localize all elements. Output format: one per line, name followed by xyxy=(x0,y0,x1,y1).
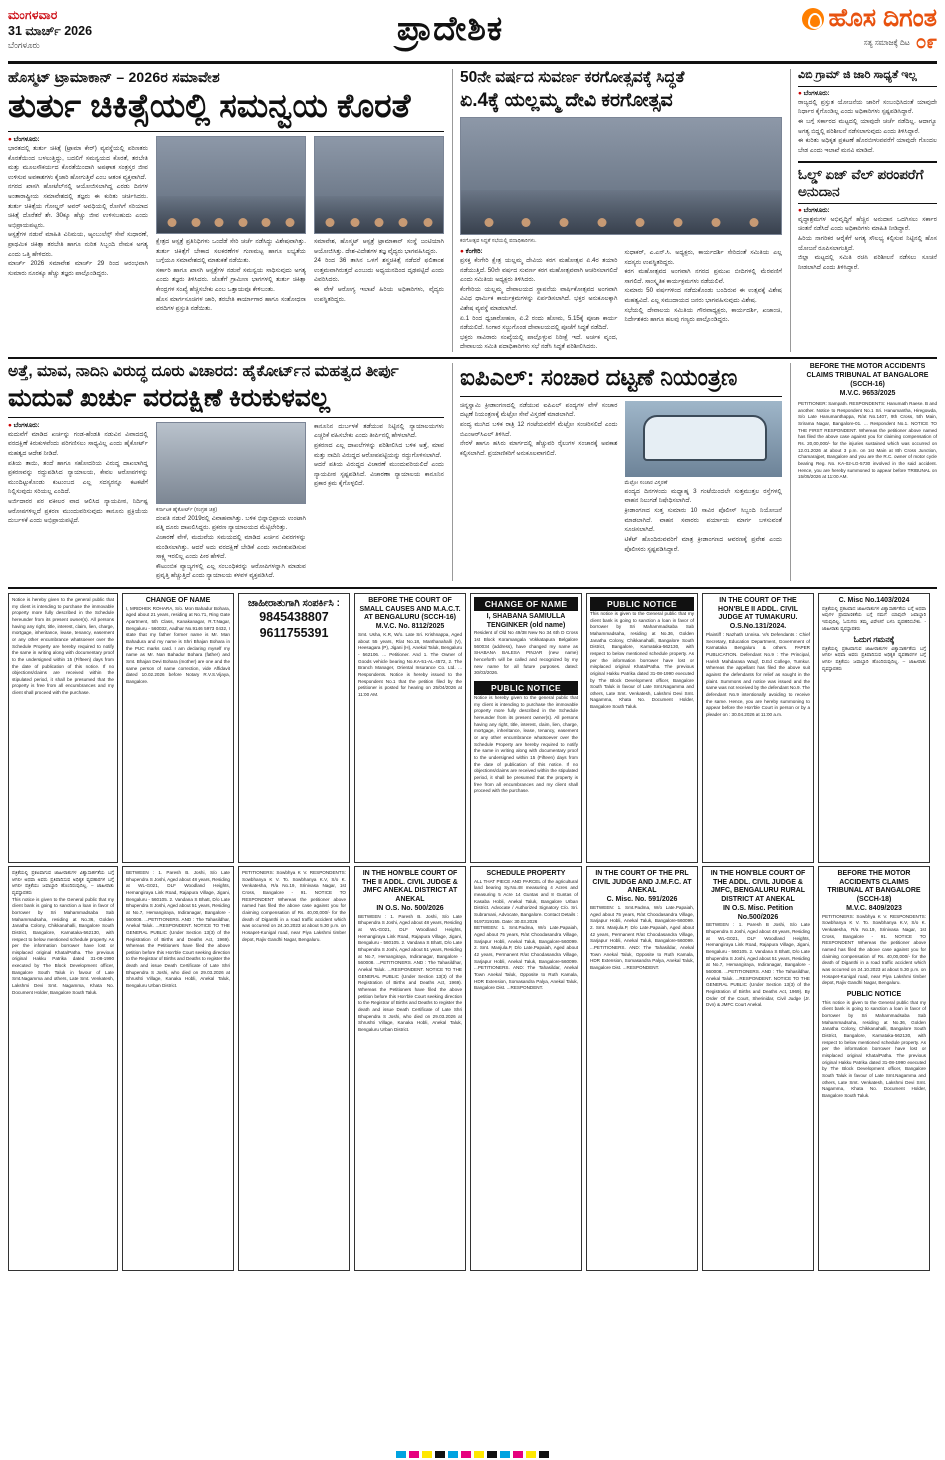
story4-caption: ಮೆಟ್ರೋ ಸಂಚಾರ ವಿಸ್ತರಣೆ xyxy=(624,479,668,486)
ad-phone-1[interactable]: 9845438807 xyxy=(259,609,329,624)
story-ipl xyxy=(452,363,782,581)
classified-2-title: CHANGE OF NAME xyxy=(145,596,211,604)
story3-c2-1: ವಿಚಾರಣೆ ವೇಳೆ, ಮದುವೆಯ ಸಮಯದಲ್ಲಿ ಮಾಡಿದ ಖರ್ಚಿನ ವಿವರಗಳನ್ನು ಮಂಡಿಸಲಾಗಿತ್ತು. ಆದರೆ ಅದು ವರದಕ್ಷಿಣೆ ಬೇಡಿಕೆ ಎಂದು ಸಾಬೀತುಪಡಿಸುವ ಸಾಕ್ಷ್ಯ ಇರಲಿಲ್ಲ ಎಂದು ಪೀಠ ಹೇಳಿದೆ. xyxy=(156,533,306,561)
story3-c3-0: ಕಾನೂನಿನ ದುರ್ಬಳಕೆ ತಡೆಯುವ ನಿಟ್ಟಿನಲ್ಲಿ ನ್ಯಾಯಾಲಯಗಳು ಎಚ್ಚರಿಕೆ ವಹಿಸಬೇಕು ಎಂದು ತೀರ್ಪಿನಲ್ಲಿ ಹೇಳಲಾಗಿದೆ. xyxy=(314,422,444,440)
lead-dateline: ● ಬೆಂಗಳೂರು: xyxy=(8,135,40,143)
classified-6-body: This notice is given to the General public that my client bank is going to sanction a loan in favor of borrower by Sri Mahammadsaba Sab Mahammadsaha, residing at No.36, Golden Janatha Colony, Chikkanahalli, Bangalore South District, Bangalore, Karnataka-562130, with respect to below mentioned schedule property. As per the information borrower have lost or misplaced original Khata/Patha. The previous original Hakku Patrika dated 31-08-1990 executed by The Block Development officer, Bangalore South Taluk in favour of Late Smt.Nagamma and others, Late Smt. Venkatesh, Lakshmi Devi Smt. Nagamma, Khata No. Document Holder, Bangalore South Taluk. xyxy=(590,610,694,710)
lead-col2-0: ಕ್ಷೇತ್ರದ ಆಸ್ಪತ್ರೆ ಪ್ರತಿನಿಧಿಗಳು ಒಂದೆಡೆ ಸೇರಿ ಚರ್ಚೆ ನಡೆಸಿದ್ದು ವಿಶೇಷವಾಗಿತ್ತು. ತುರ್ತು ಚಿಕಿತ್ಸೆಗೆ ಬೇಕಾದ ಸಲಕರಣೆಗಳ ಗುಣಮಟ್ಟ ಹಾಗೂ ಲಭ್ಯತೆಯ ಬಗ್ಗೆಯೂ ಸಮಾವೇಶದಲ್ಲಿ ಮಾತುಕತೆ ನಡೆಯಿತು. xyxy=(156,237,306,265)
classified-block-8 xyxy=(818,593,930,863)
brand-tagline: ಸತ್ಯ ಸಮಾಜಕ್ಕೆ ದಿಟ xyxy=(863,38,910,47)
story2-col1-2: ಏ.1 ರಿಂದ ಧ್ವಜಾರೋಹಣ, ಏ.2 ರಂದು ಹೋಮ, 5.15ಕ್ಕೆ ಪೂಜಾ ಕಾರ್ಯ ನಡೆಯಲಿದೆ. ಸಿಂಗಾರ ಸಜ್ಜುಗೊಂಡ ದೇವಾಲಯದಲ್ಲಿ ಪೂಜೆಗೆ ಸಿದ್ಧತೆ ನಡೆದಿದೆ. xyxy=(460,314,618,332)
side-claim-subtitle: M.V.C. 9653/2025 xyxy=(839,390,896,398)
story3-c3-1: ಪ್ರಕರಣದ ಎಲ್ಲ ದಾಖಲೆಗಳನ್ನು ಪರಿಶೀಲಿಸಿದ ಬಳಿಕ ಅತ್ತೆ, ಮಾವ ಮತ್ತು ನಾದಿನಿ ವಿರುದ್ಧದ ಆರೋಪಪಟ್ಟಿಯನ್ನು ರದ್ದುಗೊಳಿಸಲಾಗಿದೆ. xyxy=(314,441,444,459)
middle-region xyxy=(8,357,937,581)
story2-headline: ಏ.4ಕ್ಕೆ ಯಲ್ಲಮ್ಮ ದೇವಿ ಕರಗೋತ್ಸವ xyxy=(460,89,673,111)
lead-photo-2 xyxy=(314,136,444,234)
classified-block-6b xyxy=(586,866,698,1271)
classified-6b-body: BETWEEN: 1. Smt.Padma, W/o Late.Papaiah, Aged about 75 years, R/at Choodasandra Village, Sarjapur Hobli, Anekal Taluk, Bangalore-560099. 2. Smt. Manjula.P, D/o Late.Papaiah, Aged about 42 years, Permanent R/at Choodasandra Village, Sarjapur Hobli, Anekal Taluk, Bangalore-560099. ...PETITIONERS. AND: The Tahasildar, Anekal Town Anekal Taluk, Opposite to Ruth Kamala, HDR Extension, Somasandra Palya, Anekal Taluk, Bangalore Dist. ...RESPONDENT. xyxy=(590,904,694,970)
masthead-date: 31 ಮಾರ್ಚ್ 2026 xyxy=(8,24,93,38)
classified-3b-body: PETITIONERS: Sowbhya K V. RESPONDENTS: Sowbhanya K V. To. Sowbhanya K.V, S/o K. Venkatesha, R/a No.19, Srinivasa Nagar, 1st Cross, Bangalore - 91. NOTICE TO RESPONDENT Whereas the petitioner above named has filed the above case against you for claiming compensation of Rs. 40,00,000/- for the death of Diganthi in a road traffic accident which was occurred on 24.10.2023 at about 5.30 p.m. on Hosapet-Kunigal road, near Piya Lakshmi timber depot, Rajiv Gandhi Nagar, Bengaluru. xyxy=(242,869,346,942)
story2-col2-0: ಸುಧಾಕರ್, ಎ.ಎನ್.ಸಿ. ಅಧ್ಯಕ್ಷರು, ಕಾರ್ಯದರ್ಶಿ ಸೇರಿದಂತೆ ಸಮಿತಿಯ ಎಲ್ಲ ಸದಸ್ಯರು ಉಪಸ್ಥಿತರಿದ್ದರು. xyxy=(624,249,782,266)
classified-block-5b xyxy=(470,866,582,1271)
story4-c1-2: ನೇರಳೆ ಹಾಗೂ ಹಸಿರು ಮಾರ್ಗದಲ್ಲಿ ಹೆಚ್ಚುವರಿ ರೈಲುಗಳ ಸಂಚಾರಕ್ಕೆ ಅವಕಾಶ ಕಲ್ಪಿಸಲಾಗಿದೆ. ಪ್ರಯಾಣಿಕರಿಗೆ ಅನುಕೂಲವಾಗಲಿದೆ. xyxy=(460,440,618,457)
classified-8b-title2: PUBLIC NOTICE xyxy=(846,990,902,998)
kn-notice-body: ಪತ್ರಿಕೆಯಲ್ಲಿ ಪ್ರಕಟವಾಗುವ ಜಾಹೀರಾತುಗಳ ವಿಶ್ವಾಸಾರ್ಹತೆಯ ಬಗ್ಗೆ ಆಗಲೀ ಅಥವಾ ಅವರು ಪ್ರತಿಪಾದಿಸುವ ಅಧಿಕೃತ ವ್ಯವಹಾರಗಳ ಬಗ್ಗೆ ಆಗಲೀ ಪತ್ರಿಕೆಯು ಜವಾಬ್ದಾರಿ ಹೊಂದಿರುವುದಿಲ್ಲ. – ಜಾಹೀರಾತು ವ್ಯವಸ್ಥಾಪಕರು xyxy=(822,645,926,671)
classified-7-subtitle: O.S.No.131/2024. xyxy=(729,623,787,631)
lead-para-0: ಭಾರತದಲ್ಲಿ ತುರ್ತು ಚಿಕಿತ್ಸೆ (ಟ್ರಾಮಾ ಕೇರ್) ವ್ಯವಸ್ಥೆಯಲ್ಲಿ ಪರಿಣತರು ಕೊರತೆಯಿಂದ ಬಳಲುತ್ತಿದ್ದು, ಬದಲಿಗೆ ಸಮನ್ವಯದ ಕೊರತೆ, ತರಬೇತಿ ಮತ್ತು ಮೂಲಸೌಕರ್ಯದ ಕೊರತೆಯಿಂದಾಗಿ ಅಪಘಾತ ಸಂತ್ರಸ್ತರ ಜೀವ ಉಳಿಸುವ ಅವಕಾಶಗಳು ಕೈಜಾರಿ ಹೋಗುತ್ತಿವೆ ಎಂಬ ಆತಂಕ ವ್ಯಕ್ತವಾಗಿದೆ. xyxy=(8,144,148,181)
story4-photo xyxy=(625,401,783,477)
classified-8-title: C. Misc No.1403/2024 xyxy=(838,596,910,604)
masthead-day: ಮಂಗಳವಾರ xyxy=(8,8,58,22)
change-of-name-banner: CHANGE OF NAME xyxy=(474,597,578,611)
story-court xyxy=(8,363,444,581)
story3-dateline: ● ಬೆಂಗಳೂರು: xyxy=(8,421,40,429)
masthead xyxy=(8,6,937,64)
classified-block-4 xyxy=(354,593,466,863)
schedule-body: ALL THAT PIECE AND PARCEL of the agricultural land bearing Sy.No.48 measuring 4 Acres and measuring 5 Acre 14 Guntas and 8 Guntas of Kasaba Hobli, Anekal Taluk, Bangalore Urban District. Advocate / Authorized Signatory C/o. Sri. Subramani, Advocate, Bangalore. Contact Details : 9197319155. Date: 30.03.2026 xyxy=(474,878,578,924)
classified-block-1 xyxy=(8,593,118,863)
lead-kicker: ಹೊಸ್ಮ‍ಟ್ ಟ್ರಾಮಾಕಾನ್ – 2026ರ ಸಮಾವೇಶ xyxy=(8,69,220,85)
masthead-section xyxy=(178,6,722,46)
ad-phone-2[interactable]: 9611755391 xyxy=(259,625,329,640)
story2-col2-1: ಕರಗ ಮಹೋತ್ಸವದ ಅಂಗವಾಗಿ ನಗರದ ಪ್ರಮುಖ ಬೀದಿಗಳಲ್ಲಿ ಮೆರವಣಿಗೆ ಸಾಗಲಿದೆ. ಸಾಂಸ್ಕೃತಿಕ ಕಾರ್ಯಕ್ರಮಗಳು ನಡೆಯಲಿವೆ. xyxy=(624,268,782,285)
lead-photo xyxy=(156,136,306,234)
ad-contact-note: ಜಾಹೀರಾತುಗಾಗಿ ಸಂಪರ್ಕಿಸಿ : xyxy=(248,597,340,609)
story3-c3-2: ಆದರೆ ಪತಿಯ ವಿರುದ್ಧದ ವಿಚಾರಣೆ ಮುಂದುವರಿಯಲಿದೆ ಎಂದು ನ್ಯಾಯಪೀಠ ಸ್ಪಷ್ಟಪಡಿಸಿದೆ. ವಿಚಾರಣಾ ನ್ಯಾಯಾಲಯ ಕಾನೂನಿನ ಪ್ರಕಾರ ಕ್ರಮ ಕೈಗೊಳ್ಳಲಿದೆ. xyxy=(314,461,444,488)
lead-col3-2: ಈ ವೇಳೆ ಆರೋಗ್ಯ ಇಲಾಖೆ ಹಿರಿಯ ಅಧಿಕಾರಿಗಳು, ವೈದ್ಯರು ಉಪಸ್ಥಿತರಿದ್ದರು. xyxy=(314,286,444,303)
classified-block-6 xyxy=(586,593,698,863)
classified-5-body2: Notice is hereby given to the general public that my client is intending to purchase the immovable property more fully described in the Schedule hereunder from its present owner(s). All persons having any right, title, interest, claim, lien, charge, mortgage, inheritance, lease, tenancy, easement or any other encumbrance whatsoever over the Schedule Property are hereby required to notify the same in writing along with documentary proof to the undersigned within 15 (Fifteen) days from the date of publication of this notice. If no objections/claims are received within the stipulated period, it shall be presumed that the property is free from all encumbrances and my client shall proceed with the purchase. xyxy=(474,695,578,794)
lead-para-1: ನಗರದ ಖಾಸಗಿ ಹೋಟೆಲ್‌ನಲ್ಲಿ ಆಯೋಜಿಸಲಾಗಿದ್ದ ಎರಡು ದಿನಗಳ ಅಂತಾರಾಷ್ಟ್ರೀಯ ಸಮಾವೇಶದಲ್ಲಿ ತಜ್ಞರು ಈ ಕುರಿತು ಚರ್ಚಿಸಿದರು. ತುರ್ತು ಚಿಕಿತ್ಸೆಯ ಗೋಲ್ಡನ್ ಅವರ್ ಅವಧಿಯಲ್ಲಿ ರೋಗಿಗೆ ಸರಿಯಾದ ಚಿಕಿತ್ಸೆ ದೊರೆತರೆ ಶೇ. 30ಕ್ಕೂ ಹೆಚ್ಚು ಜೀವ ಉಳಿಸಬಹುದು ಎಂದು ಅಭಿಪ್ರಾಯಪಟ್ಟರು. xyxy=(8,183,148,229)
story3-c1-1: ಪತಿಯ ತಾಯಿ, ತಂದೆ ಹಾಗೂ ಸಹೋದರಿಯ ವಿರುದ್ಧ ದಾಖಲಾಗಿದ್ದ ಪ್ರಕರಣವನ್ನು ರದ್ದುಪಡಿಸಿದ ನ್ಯಾಯಾಲಯ, ಕೇವಲ ಆರೋಪಗಳನ್ನು ಮುಂದಿಟ್ಟುಕೊಂಡು ಕುಟುಂಬದ ಎಲ್ಲ ಸದಸ್ಯರನ್ನೂ ಕಟಕಟೆಗೆ ನಿಲ್ಲಿಸುವುದು ಸರಿಯಲ್ಲ ಎಂದಿದೆ. xyxy=(8,459,148,496)
side-claim-body: PETITIONER: Sampath. RESPONDENTS: Hanumath Raese. B and another. Notice to Respondent No.1 Sri. Hanumantha, Hiregowda, S/o Late Hanumanthappa, R/at No.1407, 9th Cross, 5th Main, Srirama Nagar, Bangalore-01. ... Respondent No.1. NOTICE TO THE FIRST RESPONDENT. Whereas the petitioner above named has filed the above case against you for claiming compensation of Rs. 20,00,000/- for the injuries sustained which was occurred on 12.01.2026 at about 3 p.m. on 1st Main at 8th Cross Junction, Chamarajpet, Bangalore and you are the R.C. owner of motor cycle bearing Reg. No. KA-02-LG-5730 involved in the said accident. Hence, you are hereby summoned to appear before TRIBUNAL on 15/05/2026 at 11:00 AM. xyxy=(798,401,937,480)
lead-col2-1: ಸರ್ಕಾರಿ ಹಾಗೂ ಖಾಸಗಿ ಆಸ್ಪತ್ರೆಗಳ ನಡುವೆ ಸಮನ್ವಯ ಸಾಧಿಸುವುದು ಅಗತ್ಯ ಎಂದು ತಜ್ಞರು ತಿಳಿಸಿದರು. ಜೊತೆಗೆ ಗ್ರಾಮೀಣ ಭಾಗಗಳಲ್ಲಿ ತುರ್ತು ಚಿಕಿತ್ಸಾ ಕೇಂದ್ರಗಳ ಸಂಖ್ಯೆ ಹೆಚ್ಚಿಸಬೇಕು ಎಂಬ ಒತ್ತಾಯವೂ ಕೇಳಿಬಂತು. xyxy=(156,266,306,293)
classified-8b-title: BEFORE THE MOTOR ACCIDENTS CLAIMS TRIBUNAL AT BANGALORE (SCCH-18) xyxy=(827,869,921,904)
classified-8b-body2: This notice is given to the General public that my client bank is going to sanction a loan in favor of borrower by Sri Mahammadsaba Sab Mahammadsaha, residing at No.36, Golden Janatha Colony, Chikkanahalli, Bangalore South District, Bangalore, Karnataka-562130, with respect to below mentioned schedule property. As per the information borrower have lost or misplaced original Khata/Patha. The previous original Hakku Patrika dated 31-08-1990 executed by The Block Development officer, Bangalore South Taluk in favour of Late Smt.Nagamma and others, Late Smt. Venkatesh, Lakshmi Devi Smt. Nagamma, Khata No. Document Holder, Bangalore South Taluk. xyxy=(822,999,926,1098)
story2-caption: ಕರಗೋತ್ಸವ ಸಿದ್ಧತೆ ಸಭೆಯಲ್ಲಿ ಪದಾಧಿಕಾರಿಗಳು. xyxy=(460,238,537,244)
color-registration-bar xyxy=(0,1451,945,1458)
classified-col-4 xyxy=(354,593,466,1271)
story2-col1-0: ಪ್ರಸಕ್ತ ಕೆಂಗೇರಿ ಕ್ಷೇತ್ರ ಯಲ್ಲಮ್ಮ ದೇವಿಯ ಕರಗ ಮಹೋತ್ಸವ ಏ.4ರ ತಯಾರಿ ನಡೆಯುತ್ತಿದೆ. 50ನೇ ವರ್ಷದ ಸುವರ್ಣ ಕರಗ ಮಹೋತ್ಸವವಾಗಿ ಆಚರಿಸಲಾಗಲಿದೆ ಎಂದು ಸಮಿತಿಯ ಅಧ್ಯಕ್ಷರು ತಿಳಿಸಿದರು. xyxy=(460,257,618,284)
story3-c1-0: ಮದುವೆಗೆ ಮಾಡಿದ ಖರ್ಚನ್ನು ಗಂಡ-ಹೆಂಡತಿ ನಡುವಿನ ವಿವಾದದಲ್ಲಿ ವರದಕ್ಷಿಣೆ ಕಿರುಕುಳವೆಂದು ಪರಿಗಣಿಸಲು ಸಾಧ್ಯವಿಲ್ಲ ಎಂದು ಹೈಕೋರ್ಟ್ ಮಹತ್ವದ ಆದೇಶ ನೀಡಿದೆ. xyxy=(8,430,148,457)
classified-col-5 xyxy=(470,593,582,1271)
sidebar-classified-top xyxy=(790,363,937,581)
classified-block-1b xyxy=(8,866,118,1271)
story3-kicker: ಅತ್ತೆ, ಮಾವ, ನಾದಿನಿ ವಿರುದ್ಧ ದೂರು ವಿಚಾರದ: ಹೈಕೋರ್ಟ್‌ನ ಮಹತ್ವದ ತೀರ್ಪು xyxy=(8,363,399,381)
story-karaga xyxy=(452,69,782,352)
story2-col1-1: ಕೆಂಗೇರಿಯ ಯಲ್ಲಮ್ಮ ದೇವಾಲಯದ ಸ್ಥಾಪನೆಯ ವಾರ್ಷಿಕೋತ್ಸವದ ಅಂಗವಾಗಿ ವಿವಿಧ ಧಾರ್ಮಿಕ ಕಾರ್ಯಕ್ರಮಗಳನ್ನು ಏರ್ಪಡಿಸಲಾಗಿದೆ. ಭಕ್ತರ ಅನುಕೂಲಕ್ಕಾಗಿ ವಿಶೇಷ ವ್ಯವಸ್ಥೆ ಮಾಡಲಾಗಿದೆ. xyxy=(460,285,618,313)
lead-headline: ತುರ್ತು ಚಿಕಿತ್ಸೆಯಲ್ಲಿ ಸಮನ್ವಯ ಕೊರತೆ xyxy=(8,87,411,124)
classified-4b-title: IN THE HON'BLE COURT OF THE II ADDL. CIVIL JUDGE & JMFC ANEKAL DISTRICT AT ANEKAL xyxy=(362,869,458,904)
sidebar-1-dateline: ● ಬೆಂಗಳೂರು: xyxy=(798,206,830,214)
story2-dateline: ● ಕೆಂಗೇರಿ: xyxy=(460,248,483,255)
sidebar-0-p0: ರಾಜ್ಯದಲ್ಲಿ ಪ್ರಸ್ತುತ ಯೋಜನೆಯ ಜಾರಿಗೆ ಸಂಬಂಧಿಸಿದಂತೆ ಯಾವುದೇ ನಿರ್ಧಾರ ಕೈಗೊಂಡಿಲ್ಲ ಎಂದು ಅಧಿಕಾರಿಗಳು ಸ್ಪಷ್ಟಪಡಿಸಿದ್ದಾರೆ. xyxy=(798,98,937,116)
classified-8b-subtitle: M.V.C. 8409/2023 xyxy=(846,904,902,912)
public-notice-banner: PUBLIC NOTICE xyxy=(474,681,578,695)
section-title: ಪ್ರಾದೇಶಿಕ xyxy=(396,10,504,48)
classified-1-body: Notice is hereby given to the general public that my client is intending to purchase the immovable property more fully described in the Schedule hereunder from its present owner(s). All persons having any right, title, interest, claim, lien, charge, mortgage, inheritance, lease, tenancy, easement or any other encumbrance whatsoever over the Schedule Property are hereby required to notify the same in writing along with documentary proof to the undersigned within 15 (Fifteen) days from the date of publication of this notice. If no objections/claims are received within the stipulated period, it shall be presumed that the property is free from all encumbrances and my client shall proceed with the purchase. xyxy=(12,596,114,696)
classified-4b-body: BETWEEN : 1. Paresh B. Joshi, S/o Late Bhupendra S Joshi, Aged about 48 years, Residing at WL-G021, DLF Woodland Heights, Hemangiraya Link Road, Rajapura Village, Jigani, Bengaluru - 560105. 2. Vandana S Bhatt, D/o Late Bhupendra S Joshi, Aged about 51 years, Residing at No.7, Hemangiraya, Indiranagar, Bangalore - 560008. ...PETITIONERS. AND : The Tahasildhar, Anekal Taluk. ...RESPONDENT. NOTICE TO THE GENERAL PUBLIC (Under Section 13(3) of the Registration of Births and Deaths Act, 1969). Whereas the Petitioners have filed the above petition before this Hon'ble Court seeking direction to the Registrar of Births and Deaths to register the death and issue Death Certificate of Late Shri Bhupendra S Joshi, who died on 29.03.2026 at Shrushti Village, Kanaka Hobli, Anekal Taluk, Bengaluru Urban District. xyxy=(358,913,462,1032)
classified-4-title: BEFORE THE COURT OF SMALL CAUSES AND M.A.C.T. AT BENGALURU (SCCH-16) xyxy=(359,596,461,622)
lead-col2-2: ಹೊಸ ಮಾರ್ಗಸೂಚಿಗಳ ಜಾರಿ, ತರಬೇತಿ ಕಾರ್ಯಾಗಾರ ಹಾಗೂ ಸಂಶೋಧನಾ ವರದಿಗಳ ಪ್ರಸ್ತುತಿ ನಡೆಯಿತು. xyxy=(156,295,306,313)
classified-7-body: Plaintiff : Nazhath Unnisa. V/s Defendants : Chief Secretary, Education Department, Government of Karnataka Bengaluru & others. PAPER PUBLICATION. Defendant No.9 : The Principal, Harish Mahdarasa Waqf, D.Ed College, Tumkur. Whereas the appellant has filed the above suit against the defendants for relief as sought in the plaint. Summons and notice was issued and the same was not received by the defendant No.9. The defendant No.9 intentionally avoiding to receive the same. Hence, you are hereby summoning to appear before the Hon'ble Court in person or by a pleader on : 30.04.2026 at 11:00 a.m. xyxy=(706,631,810,717)
classified-block-7b xyxy=(702,866,814,1271)
classifieds-region xyxy=(8,587,937,1271)
story2-col2-2: ಸುಮಾರು 50 ವರ್ಷಗಳಿಂದ ನಡೆದುಕೊಂಡು ಬಂದಿರುವ ಈ ಉತ್ಸವಕ್ಕೆ ವಿಶೇಷ ಮಹತ್ವವಿದೆ. ಎಲ್ಲ ಸಮುದಾಯದ ಜನರು ಭಾಗವಹಿಸುವುದು ವಿಶೇಷ. xyxy=(624,287,782,305)
masthead-brand-block xyxy=(722,6,937,54)
page-number: ೦೯ xyxy=(915,32,937,53)
classified-7b-body: BETWEEN : 1. Paresh B Joshi, S/o Late Bhupendra S Joshi, Aged about 48 years, Residing at WL-G021, DLF Woodland Heights, Hemangiraya Link Road, Rajapura Village, Jigani, Bengaluru - 560105. 2. Vandana S Bhatt, D/o Late Bhupendra S Joshi, Aged about 51 years, Residing at No.7, Hemangiraya, Indiranagar, Bangalore - 560008. ...PETITIONERS. AND : The Tahasildhar, Anekal Taluk. ...RESPONDENT. NOTICE TO THE GENERAL PUBLIC (Under Section 13(3) of the Registration of Births and Deaths Act, 1969). By Order Of the Court, Sherinidar, Civil Judge (Jr. Dvn) & JMFC Court Anekal. xyxy=(706,922,810,1008)
classified-6b-subtitle: C. Misc. No. 591/2026 xyxy=(606,896,678,904)
sidebar-1-p0: ವೃದ್ಧಾಶ್ರಮಗಳ ಅಭಿವೃದ್ಧಿಗೆ ಹೆಚ್ಚಿನ ಅನುದಾನ ಒದಗಿಸಲು ಸರ್ಕಾರ ಚಿಂತನೆ ನಡೆಸಿದೆ ಎಂದು ಅಧಿಕಾರಿಗಳು ಮಾಹಿತಿ ನೀಡಿದ್ದಾರೆ. xyxy=(798,215,937,233)
schedule-title: SCHEDULE PROPERTY xyxy=(486,869,566,877)
side-claim-title: BEFORE THE MOTOR ACCIDENTS CLAIMS TRIBUNAL AT BANGALORE (SCCH-16) xyxy=(806,363,929,388)
classified-block-3b xyxy=(238,866,350,1271)
classified-1b-body: ಪತ್ರಿಕೆಯಲ್ಲಿ ಪ್ರಕಟವಾಗುವ ಜಾಹೀರಾತುಗಳ ವಿಶ್ವಾಸಾರ್ಹತೆಯ ಬಗ್ಗೆ ಆಗಲೀ ಅಥವಾ ಅವರು ಪ್ರತಿಪಾದಿಸುವ ಅಧಿಕೃತ ವ್ಯವಹಾರಗಳ ಬಗ್ಗೆ ಆಗಲೀ ಪತ್ರಿಕೆಯು ಜವಾಬ್ದಾರಿ ಹೊಂದಿರುವುದಿಲ್ಲ. – ಜಾಹೀರಾತು ವ್ಯವಸ್ಥಾಪಕರು xyxy=(12,869,114,895)
story3-c1-2: ಅರ್ಜಿದಾರರ ಪರ ವಕೀಲರ ವಾದ ಆಲಿಸಿದ ನ್ಯಾಯಪೀಠ, ನಿರ್ದಿಷ್ಟ ಆರೋಪಗಳಿಲ್ಲದೆ ಪ್ರಕರಣ ಮುಂದುವರಿಸುವುದು ಕಾನೂನು ಪ್ರಕ್ರಿಯೆಯ ದುರ್ಬಳಕೆ ಎಂದು ಅಭಿಪ್ರಾಯಪಟ್ಟಿದೆ. xyxy=(8,497,148,525)
sidebar-0-headline: ವಿಬಿ ಗ್ರಾಮ್ ಜಿ ಜಾರಿ ಸಾಧ್ಯತೆ ಇಲ್ಲ xyxy=(798,69,917,81)
classified-8-body: ಪತ್ರಿಕೆಯಲ್ಲಿ ಪ್ರಕಟವಾದ ಜಾಹೀರಾತುಗಳ ವಿಶ್ವಾಸಾರ್ಹತೆಯ ಬಗ್ಗೆ ಅಥವಾ ಅವುಗಳ ಪ್ರಾಮಾಣಿಕತೆಯ ಬಗ್ಗೆ ನಮಗೆ ಯಾವುದೇ ಜವಾಬ್ದಾರಿ ಇರುವುದಿಲ್ಲ. ಓದುಗರು ತಮ್ಮ ವಿವೇಚನೆ ಬಳಸಿ ವ್ಯವಹರಿಸಬೇಕು. - ಜಾಹೀರಾತು ವ್ಯವಸ್ಥಾಪಕರು xyxy=(822,605,926,631)
lead-para-2: ಆಸ್ಪತ್ರೆಗಳ ನಡುವೆ ಮಾಹಿತಿ ವಿನಿಮಯ, ಆ್ಯಂಬುಲೆನ್ಸ್ ಸೇವೆ ಸುಧಾರಣೆ, ಪ್ರಾಥಮಿಕ ಚಿಕಿತ್ಸಾ ತರಬೇತಿ ಹಾಗೂ ನುರಿತ ಸಿಬ್ಬಂದಿ ನೇಮಕ ಅಗತ್ಯ ಎಂದು ಒತ್ತಿ ಹೇಳಿದರು. xyxy=(8,231,148,258)
classified-7-title: IN THE COURT OF THE HON'BLE II ADDL. CIVIL JUDGE AT TUMAKURU. xyxy=(718,596,798,622)
masthead-city: ಬೆಂಗಳೂರು xyxy=(8,40,40,50)
sidebar-column xyxy=(790,69,937,352)
sidebar-0-p1: ಈ ಬಗ್ಗೆ ಸರ್ಕಾರದ ಮಟ್ಟದಲ್ಲಿ ಯಾವುದೇ ಚರ್ಚೆ ನಡೆದಿಲ್ಲ. ಆದಾಗ್ಯೂ ಅಗತ್ಯ ಬಿದ್ದಲ್ಲಿ ಪರಿಶೀಲನೆ ನಡೆಸಲಾಗುವುದು ಎಂದು ತಿಳಿಸಿದ್ದಾರೆ. xyxy=(798,117,937,135)
story3-photo xyxy=(156,422,306,504)
story3-caption: ಕರ್ನಾಟಕ ಹೈಕೋರ್ಟ್ (ಸಂಗ್ರಹ ಚಿತ್ರ) xyxy=(156,506,218,513)
top-region xyxy=(8,69,937,352)
classified-col-2 xyxy=(122,593,234,1271)
classified-1b-body2: This notice is given to the General public that my client bank is going to sanction a loan in favor of borrower by Sri Mahammadsaba Sab Mahammadsaha, residing at No.36, Golden Janatha Colony, Chikkanahalli, Bangalore South District, Bangalore, Karnataka-562130, with respect to below mentioned schedule property. As per the information borrower have lost or misplaced original Khata/Patha. The previous original Hakku Patrika dated 31-08-1990 executed by The Block Development officer, Bangalore South Taluk in favour of Late Smt.Nagamma and others, Late Smt. Venkatesh, Lakshmi Devi Smt. Nagamma, Khata No. Document Holder, Bangalore South Taluk. xyxy=(12,896,114,995)
classified-block-8b xyxy=(818,866,930,1271)
lead-para-3: ಮಾರ್ಚ್ 2026 ಸಮಾವೇಶ ಮಾರ್ಚ್ 29 ರಿಂದ ಆರಂಭವಾಗಿ ಸುಮಾರು ನೂರಕ್ಕೂ ಹೆಚ್ಚು ತಜ್ಞರು ಪಾಲ್ಗೊಂಡಿದ್ದರು. xyxy=(8,260,148,277)
lead-col3-0: ಸಮಾವೇಶ, ಹೊಸ್ಮ‍ಟ್ ಆಸ್ಪತ್ರೆ ಟ್ರಾಮಾಕಾನ್ ಸಂಸ್ಥೆ ಜಂಟಿಯಾಗಿ ಆಯೋಜಿಸಿತ್ತು. ದೇಶ-ವಿದೇಶಗಳ ತಜ್ಞ ವೈದ್ಯರು ಭಾಗವಹಿಸಿದ್ದರು. xyxy=(314,237,444,255)
story2-col1-3: ಭಕ್ತರು ಸಾವಿರಾರು ಸಂಖ್ಯೆಯಲ್ಲಿ ಪಾಲ್ಗೊಳ್ಳುವ ನಿರೀಕ್ಷೆ ಇದೆ. ಅರ್ಚಕ ವೃಂದ, ದೇವಾಲಯ ಸಮಿತಿ ಪದಾಧಿಕಾರಿಗಳು ಸಭೆ ನಡೆಸಿ ಸಿದ್ಧತೆ ಪರಿಶೀಲಿಸಿದರು. xyxy=(460,333,618,351)
classified-7b-subtitle: IN O.S. Misc. Petition No.500/2026 xyxy=(722,904,793,921)
classified-col-1 xyxy=(8,593,118,1271)
kn-notice-title: ಓದುಗ ಗಮನಕ್ಕೆ xyxy=(853,635,895,645)
story4-c2-0: ಪಂದ್ಯದ ದಿನಗಳಂದು ಮಧ್ಯಾಹ್ನ 3 ಗಂಟೆಯಿಂದಲೇ ಸುತ್ತಮುತ್ತಲ ರಸ್ತೆಗಳಲ್ಲಿ ವಾಹನ ನಿಲುಗಡೆ ನಿಷೇಧಿಸಲಾಗಿದೆ. xyxy=(624,487,782,505)
story4-c1-1: ಪಂದ್ಯ ಮುಗಿದ ಬಳಿಕ ರಾತ್ರಿ 12 ಗಂಟೆಯವರೆಗೆ ಮೆಟ್ರೋ ಸಂಚರಿಸಲಿದೆ ಎಂದು ಬಿಎಂಆರ್‌ಸಿಎಲ್ ತಿಳಿಸಿದೆ. xyxy=(460,421,618,438)
classified-7b-title: IN THE HON'BLE COURT OF THE ADDL. CIVIL JUDGE & JMFC, BENGALURU RURAL DISTRICT AT ANEKAL xyxy=(710,869,806,904)
story2-photo xyxy=(460,117,782,235)
story2-kicker: 50ನೇ ವರ್ಷದ ಸುವರ್ಣ ಕರಗೋತ್ಸವಕ್ಕೆ ಸಿದ್ಧತೆ xyxy=(460,69,685,86)
classified-block-5 xyxy=(470,593,582,863)
story4-headline: ಐಪಿಎಲ್: ಸಂಚಾರ ದಟ್ಟಣೆ ನಿಯಂತ್ರಣ xyxy=(460,364,738,391)
story4-c1-0: ಚಿನ್ನಸ್ವಾಮಿ ಕ್ರೀಡಾಂಗಣದಲ್ಲಿ ನಡೆಯುವ ಐಪಿಎಲ್ ಪಂದ್ಯಗಳ ವೇಳೆ ಸಂಚಾರ ದಟ್ಟಣೆ ನಿಯಂತ್ರಣಕ್ಕೆ ಮೆಟ್ರೋ ಸೇವೆ ವಿಸ್ತರಣೆ ಮಾಡಲಾಗಿದೆ. xyxy=(460,401,618,419)
sidebar-1-p2: ಜಿಲ್ಲಾ ಮಟ್ಟದಲ್ಲಿ ಸಮಿತಿ ರಚಿಸಿ ಪರಿಶೀಲನೆ ನಡೆಸಲು ಸೂಚನೆ ನೀಡಲಾಗಿದೆ ಎಂದು ತಿಳಿಸಿದ್ದಾರೆ. xyxy=(798,254,937,271)
classified-4b-subtitle: IN O.S. No. 500/2026 xyxy=(376,904,444,912)
masthead-date-block xyxy=(8,6,178,51)
classified-4-subtitle: M.V.C. No. 8112/2025 xyxy=(375,623,445,631)
sidebar-0-dateline: ● ಬೆಂಗಳೂರು: xyxy=(798,89,830,97)
lead-col3-1: 24 ರಿಂದ 36 ತಾಸಿನ ಒಳಗೆ ಶಸ್ತ್ರಚಿಕಿತ್ಸೆ ನಡೆದರೆ ಫಲಿತಾಂಶ ಉತ್ತಮವಾಗಿರುತ್ತದೆ ಎಂಬುದು ಅಧ್ಯಯನದಿಂದ ದೃಢಪಟ್ಟಿದೆ ಎಂದು ವಿವರಿಸಿದರು. xyxy=(314,257,444,284)
story4-c2-2: ಟಿಕೆಟ್ ಹೊಂದಿರುವವರಿಗೆ ಮಾತ್ರ ಕ್ರೀಡಾಂಗಣದ ಆವರಣಕ್ಕೆ ಪ್ರವೇಶ ಎಂದು ಪೊಲೀಸರು ಸ್ಪಷ್ಟಪಡಿಸಿದ್ದಾರೆ. xyxy=(624,535,782,553)
classified-2-body: I, MRIDHEK ROHARA, S/o. Mon Bahadur Bohara, aged about 21 years, residing at No.71, Ring Gate Apartment, 5th Class, Kanakanagar, R.T.Nagar, Bengaluru - 560032, Aadhar No.9146 5973 0432, I state that my father former name is Mr. Man Bahadura and my name is Shri Bhajan Bohara in the PUC marks card. I am declaring myself my name as Mr. Nan Bahadur Bohara (father) and Smt. Bhajan Devi Bohara (mother) are one and the same person of name correction, vide Affidavit dated 10.02.2026 before Notary R.V.S.Vijaya, Bangalore. xyxy=(126,605,230,684)
sun-logo-icon xyxy=(802,8,824,30)
classified-4-body: Smt. Usha, K.R, W/o. Late Sri. Krishnappa, Aged about 55 years, R/at No.18, Manthanahalli (V), Heesagara (P), Jigani (H), Anekal Taluk, Bengaluru - 562106. ... Petitioner. And 1. The Owner of Goods vehicle bearing No.KA-51-AL-4572, 2. The Branch Manager, Oriental Insurance Co. Ltd. ... Respondents. Notice is hereby issued to the Respondent No.1 that the petition filed by the petitioner is posted for hearing on 25/04/2026 at 11:00 AM. xyxy=(358,631,462,697)
classified-col-3 xyxy=(238,593,350,1271)
classified-2b-body: BETWEEN : 1. Paresh B. Joshi, S/o Late Bhupendra S Joshi, Aged about 48 years, Residing at WL-G021, DLF Woodland Heights, Hemangiraya Link Road, Rajapura Village, Jigani, Bengaluru - 560105. 2. Vandana S Bhatt, D/o Late Bhupendra S Joshi, Aged about 51 years, Residing at No.7, Hemangiraya, Indiranagar, Bangalore - 560008. ...PETITIONERS. AND : The Tahasildhar, Anekal Taluk. ...RESPONDENT. NOTICE TO THE GENERAL PUBLIC (Under Section 13(3) of the Registration of Births and Deaths Act, 1969). Whereas the Petitioners have filed the above petition before this Hon'ble Court seeking direction to the Registrar of Births and Deaths to register the death and issue Death Certificate of Late Shri Bhupendra S Joshi, who died on 29.03.2026 at Shrushti Village, Kanaka Hobli, Anekal Taluk, Bengaluru Urban District. xyxy=(126,869,230,989)
classified-block-2 xyxy=(122,593,234,863)
classified-block-7 xyxy=(702,593,814,863)
classified-5-subtitle: I, SHABANA SAMIULLA TENGINKER (old name) xyxy=(486,612,566,629)
classified-5-body: Resident of Old No 49/38 New No 34 6th D Cross 1st Block Koramangala Vokkatapura Belgalore 560034 (address), have changed my name as SHABANA BALESA PINJAR (new name) henceforth will be called and recognized by my new name for all future purposes. dated: 30/03/2026. xyxy=(474,630,578,676)
public-notice-banner-2: PUBLIC NOTICE xyxy=(590,597,694,611)
classified-block-2b xyxy=(122,866,234,1271)
story3-headline: ಮದುವೆ ಖರ್ಚು ವರದಕ್ಷಿಣೆ ಕಿರುಕುಳವಲ್ಲ xyxy=(8,383,331,412)
classified-col-6 xyxy=(586,593,698,1271)
story3-c2-2: ಕೌಟುಂಬಿಕ ವ್ಯಾಜ್ಯಗಳಲ್ಲಿ ಎಲ್ಲ ಸಂಬಂಧಿಕರನ್ನು ಆರೋಪಿಗಳನ್ನಾಗಿ ಮಾಡುವ ಪ್ರವೃತ್ತಿ ಹೆಚ್ಚುತ್ತಿದೆ ಎಂದು ನ್ಯಾಯಾಲಯ ಕಳವಳ ವ್ಯಕ್ತಪಡಿಸಿದೆ. xyxy=(156,562,306,580)
sidebar-1-p1: ಹಿರಿಯ ನಾಗರಿಕರ ಆರೈಕೆಗೆ ಅಗತ್ಯ ಸೌಲಭ್ಯ ಕಲ್ಪಿಸುವ ನಿಟ್ಟಿನಲ್ಲಿ ಹೊಸ ಯೋಜನೆ ರೂಪಿಸಲಾಗುತ್ತಿದೆ. xyxy=(798,235,937,252)
classified-8b-body: PETITIONERS: Sowbhya K V. RESPONDENTS: Sowbhanya K V. To. Sowbhanya K.V, S/o K. Venkatesha, R/a No.19, Srinivasa Nagar, 1st Cross, Bangalore - 91. NOTICE TO RESPONDENT Whereas the petitioner above named has filed the above case against you for claiming compensation of Rs. 40,00,000/- for the death of Diganthi in a road traffic accident which was occurred on 24.10.2023 at about 5.30 p.m. on Hosapet-Kunigal road, near Piya Lakshmi timber depot, Rajiv Gandhi Nagar, Bengaluru. xyxy=(822,913,926,986)
classified-6b-title: IN THE COURT OF THE PRL CIVIL JUDGE AND J.M.F.C. AT ANEKAL xyxy=(592,869,692,895)
classified-col-8 xyxy=(818,593,930,1271)
brand-name: ಹೊಸ ದಿಗಂತ xyxy=(828,4,937,32)
story3-c2-0: ದಂಪತಿ ನಡುವೆ 2019ರಲ್ಲಿ ವಿವಾಹವಾಗಿತ್ತು. ಬಳಿಕ ಭಿನ್ನಾಭಿಪ್ರಾಯ ಉಂಟಾಗಿ ಪತ್ನಿ ದೂರು ದಾಖಲಿಸಿದ್ದರು. ಪ್ರಕರಣ ನ್ಯಾಯಾಲಯದ ಮೆಟ್ಟಿಲೇರಿತ್ತು. xyxy=(156,514,306,532)
classified-block-4b xyxy=(354,866,466,1271)
sidebar-1-headline: ಓಲ್ಡ್ ಏಜ್ ವೆಲ್ ಪರಂಪರೆಗೆ ಅನುದಾನ xyxy=(798,167,924,199)
classified-block-3 xyxy=(238,593,350,863)
story2-col2-3: ಸಭೆಯಲ್ಲಿ ದೇವಾಲಯ ಸಮಿತಿಯ ಗೌರವಾಧ್ಯಕ್ಷರು, ಕಾರ್ಯದರ್ಶಿ, ಖಜಾಂಚಿ, ನಿರ್ದೇಶಕರು ಹಾಗೂ ಹಲವು ಗಣ್ಯರು ಪಾಲ್ಗೊಂಡಿದ್ದರು. xyxy=(624,306,782,324)
lead-story xyxy=(8,69,444,352)
classified-col-7 xyxy=(702,593,814,1271)
sidebar-0-p2: ಈ ಕುರಿತು ಅಧಿಕೃತ ಪ್ರಕಟಣೆ ಹೊರಬೀಳುವವರೆಗೆ ಯಾವುದೇ ಗೊಂದಲ ಬೇಡ ಎಂದು ಇಲಾಖೆ ಮನವಿ ಮಾಡಿದೆ. xyxy=(798,137,937,154)
story4-c2-1: ಕ್ರೀಡಾಂಗಣದ ಸುತ್ತ ಸುಮಾರು 10 ಸಾವಿರ ಪೊಲೀಸ್ ಸಿಬ್ಬಂದಿ ನಿಯೋಜನೆ ಮಾಡಲಾಗಿದೆ. ವಾಹನ ಸವಾರರು ಪರ್ಯಾಯ ಮಾರ್ಗ ಬಳಸುವಂತೆ ಸೂಚಿಸಲಾಗಿದೆ. xyxy=(624,507,782,534)
classified-5b-body: BETWEEN: 1. Smt.Padma, W/o Late.Papaiah, Aged about 75 years, R/at Choodasandra Village, Sarjapur Hobli, Anekal Taluk, Bangalore-560099. 2. Smt. Manjula.P, D/o Late.Papaiah, Aged about 42 years, Permanent R/at Choodasandra Village, Sarjapur Hobli, Anekal Taluk, Bangalore-560099. ...PETITIONERS. AND: The Tahasildar, Anekal Town Anekal Taluk, Opposite to Ruth Kamala, HDR Extension, Somasandra Palya, Anekal Taluk, Bangalore Dist. ...RESPONDENT. xyxy=(474,925,578,991)
